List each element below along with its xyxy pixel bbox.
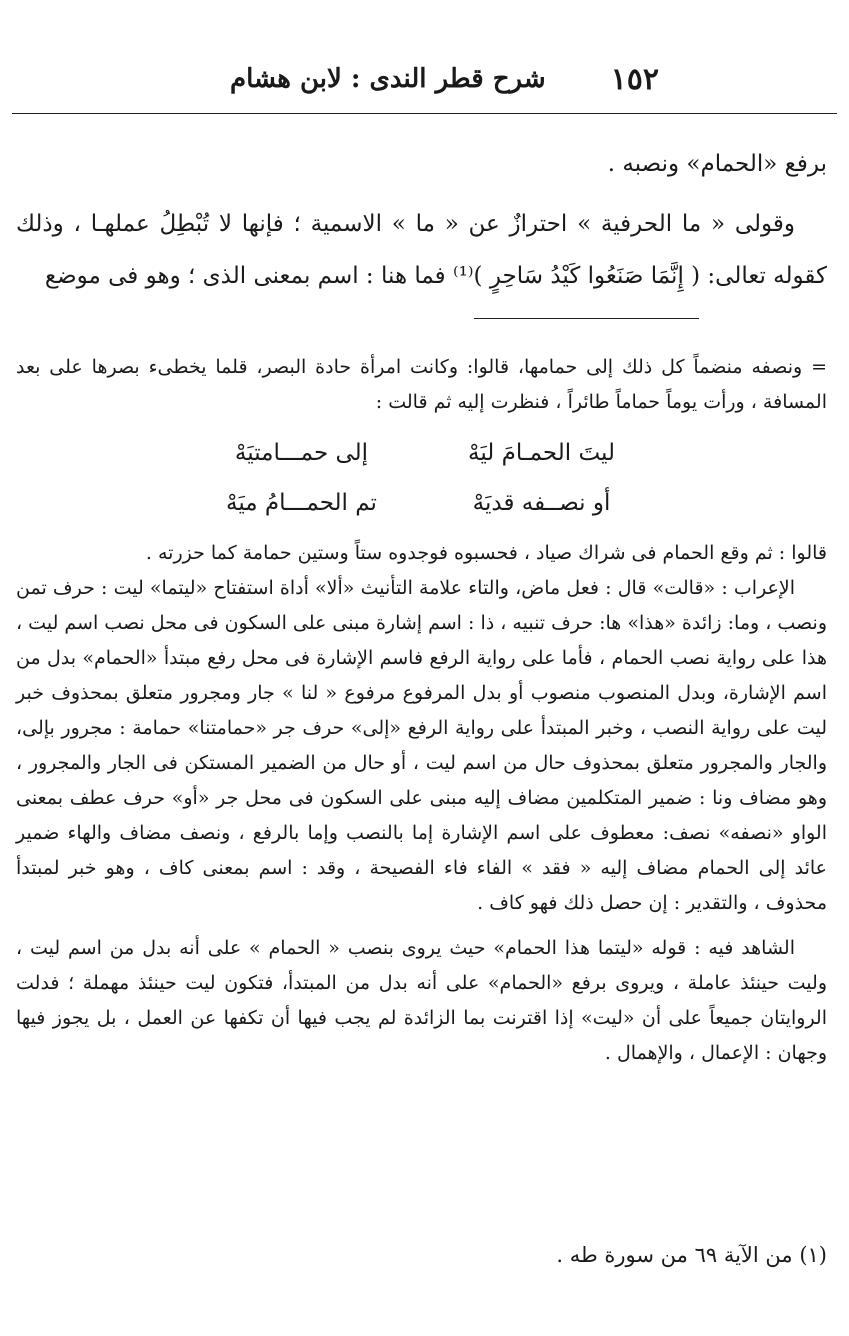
header-divider (12, 113, 837, 114)
main-line-continuation: برفع «الحمام» ونصبه . (607, 151, 827, 177)
reference-footnote: (١) من الآية ٦٩ من سورة طه . (556, 1243, 827, 1267)
page-number: ١٥٢ (610, 62, 659, 97)
verse-hemistich-left: إلى حمـــامتيَهْ (234, 440, 369, 466)
verse-hemistich-right: أو نصــفه قديَهْ (472, 490, 611, 516)
verse-hemistich-left: تم الحمـــامُ ميَهْ (226, 490, 377, 516)
verse-line-1 (16, 428, 827, 478)
footnote-divider (474, 318, 699, 319)
verse-hemistich-right: ليتَ الحمـامَ ليَهْ (468, 440, 615, 466)
footnote-shahid: الشاهد فيه : قوله «ليتما هذا الحمام» حيث يروى بنصب « الحمام » على أنه بدل من اسم ليت ، وليت حينئذ عاملة ، ويروى برفع «الحمام» على أنه بدل من المبتدأ، فتكون ليت حينئذ مهملة ؛ فدلت الروايتان جميعاً على أن «ليت» إذا اقترنت بما الزائدة لم يجب فيها أن تكفها عن العمل ، بل يجوز فيها وجهان : الإعمال ، والإهمال . (16, 937, 827, 1064)
footnote-section (16, 350, 827, 1071)
verse-line-2 (16, 478, 827, 528)
main-text (16, 138, 827, 302)
footnote-story: قالوا : ثم وقع الحمام فى شراك صياد ، فحسبوه فوجدوه ستاً وستين حمامة كما حزرته . (145, 542, 827, 564)
poem-verse (16, 428, 827, 528)
footnote-irab: الإعراب : «قالت» قال : فعل ماض، والتاء علامة التأنيث «ألا» أداة استفتاح «ليتما» ليت : حرف تمن ونصب ، وما: زائدة «هذا» ها: حرف تنبيه ، ذا : اسم إشارة مبنى على السكون فى محل نصب اسم ليت ، هذا على رواية نصب الحمام ، فأما على رواية الرفع فاسم الإشارة فى محل رفع مبتدأ «الحمام» بدل من اسم الإشارة، وبدل المنصوب منصوب أو بدل المرفوع مرفوع « لنا » جار ومجرور متعلق بمحذوف خبر ليت على رواية النصب ، وخبر المبتدأ على رواية الرفع «إلى» حرف جر «حمامتنا» حمامة : مجرور بإلى، والجار والمجرور متعلق بمحذوف حال من اسم ليت ، أو حال من الضمير المستكن فى الجار والمجرور ، وهو مضاف ونا : ضمير المتكلمين مضاف إليه مبنى على السكون فى محل جر «أو» حرف عطف بمعنى الواو «نصفه» نصف: معطوف على اسم الإشارة إما بالنصب وإما بالرفع ، ونصف مضاف والهاء ضمير عائد إلى الحمام مضاف إليه « فقد » الفاء فاء الفصيحة ، وقد : اسم بمعنى كاف ، وهو خبر لمبتدأ محذوف ، والتقدير : إن حصل ذلك فهو كاف . (16, 577, 827, 914)
page-header (40, 62, 809, 106)
running-title: شرح قطر الندى : لابن هشام (230, 64, 546, 94)
footnote-intro: = ونصفه منضماً كل ذلك إلى حمامها، قالوا: وكانت امرأة حادة البصر، قلما يخطىء بصرها على بعد المسافة ، ورأت يوماً حماماً طائراً ، فنظرت إليه ثم قالت : (16, 356, 827, 413)
main-paragraph: وقولى « ما الحرفية » احترازٌ عن « ما » الاسمية ؛ فإنها لا تُبْطِلُ عملهـا ، وذلك كقوله تعالى: ( إِنَّمَا صَنَعُوا كَيْدُ سَاحِرٍ )⁽¹⁾ فما هنا : اسم بمعنى الذى ؛ وهو فى موضع (16, 211, 827, 289)
